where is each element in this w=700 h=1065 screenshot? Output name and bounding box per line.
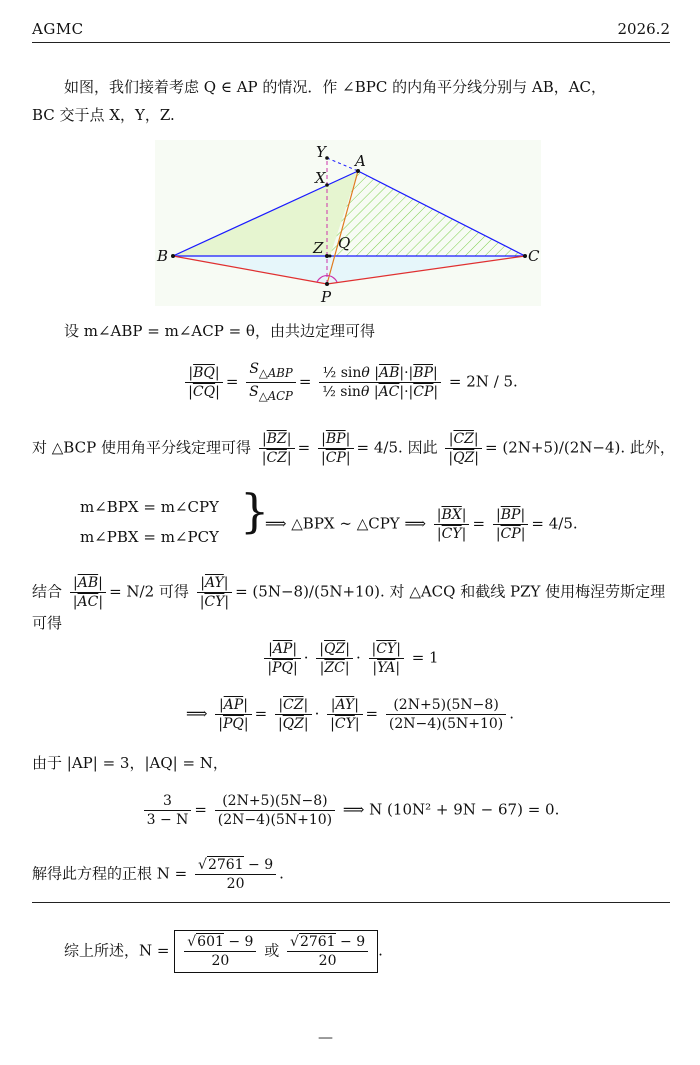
similarity-line: ⟹ △BPX ∼ △CPY ⟹ $\frac{|\overline{BX}|}{|\overline{CY}|}$ = $\frac{|\overline{BP}|}{|\overline{CP}|}$ = 4/5. bbox=[265, 507, 578, 542]
intro-line-2: BC 交于点 X，Y，Z. bbox=[32, 106, 175, 124]
point-x bbox=[325, 183, 329, 187]
conclusion-line: 综上所述，N = $\frac{√601 - 9}{20}$ 或 $\frac{√2761 - 9}{20}$ . bbox=[64, 930, 383, 973]
point-q bbox=[329, 255, 332, 258]
ratio-equation: ⟹ $\frac{|\overline{AP}|}{|\overline{PQ}|}$ = $\frac{|\overline{CZ}|}{|\overline{QZ}|}$ · $\frac{|\overline{AY}|}{|\overline{CY}|}$ = $\frac{(2N+5)(5N-8)}{(2N-4)(5N+10)}$ . bbox=[185, 697, 515, 732]
frac-sine: $\frac{\frac{1}{2} \sin\theta |\overline{AB}|\cdot|\overline{BP}|}{\frac{1}{2} \sin\theta |\overline{AC}|\cdot|\overline{CP}|}$ bbox=[319, 364, 441, 401]
header-left: AGMC bbox=[32, 20, 84, 38]
frac-root-601: $\frac{√601 - 9}{20}$ bbox=[184, 933, 256, 970]
poly-equation: $\frac{3}{3 - N}$ = $\frac{(2N+5)(5N-8)}{(2N-4)(5N+10)}$ ⟹ N (10N² + 9N − 67) = 0. bbox=[0, 792, 700, 829]
answer-box bbox=[174, 930, 378, 973]
angle-system bbox=[80, 492, 219, 552]
eq1-result: = 2N / 5. bbox=[448, 372, 518, 391]
poly-tail: ⟹ N (10N² + 9N − 67) = 0. bbox=[342, 800, 560, 819]
frac-root-1: $\frac{√2761 - 9}{20}$ bbox=[195, 856, 276, 893]
equation-area-ratio: $\frac{|\overline{BQ}|}{|\overline{CQ}|}$ = $\frac{S_{\triangle ABP}}{S_{\triangle ACP}}$ = $\frac{\frac{1}{2} \sin\theta |\overline{AB}|\cdot|\overline{BP}|}{\frac{1}{2} \sin\theta |\overline{AC}|\cdot|\overline{CP}|}$ = 2N / 5. bbox=[0, 360, 700, 405]
frac-ab-ac: $\frac{|\overline{AB}|}{|\overline{AC}|}$ bbox=[70, 574, 106, 611]
frac-product-2: $\frac{(2N+5)(5N-8)}{(2N-4)(5N+10)}$ bbox=[215, 792, 335, 829]
frac-ay-cy-2: $\frac{|\overline{AY}|}{|\overline{CY}|}$ bbox=[327, 696, 362, 733]
frac-qz-zc: $\frac{|\overline{QZ}|}{|\overline{ZC}|}$ bbox=[316, 640, 353, 677]
geometry-figure bbox=[155, 140, 541, 306]
label-c: C bbox=[528, 247, 540, 265]
frac-area: $\frac{S_{\triangle ABP}}{S_{\triangle ACP}}$ bbox=[246, 360, 296, 405]
combine-sentence: 结合 $\frac{|\overline{AB}|}{|\overline{AC}|}$ = N/2 可得 $\frac{|\overline{AY}|}{|\overline{CY}|}$ = (5N−8)/(5N+10). 对 △ACQ 和截线 PZY 使用梅涅劳斯定理 bbox=[32, 575, 666, 610]
header-right: 2026.2 bbox=[617, 20, 670, 38]
label-a: A bbox=[355, 152, 366, 170]
label-q: Q bbox=[338, 234, 351, 252]
conclusion-text: 综上所述，N = bbox=[64, 941, 170, 960]
combine-line-2: 可得 bbox=[32, 614, 63, 632]
solve-text: 解得此方程的正根 N = bbox=[32, 864, 188, 883]
point-b bbox=[171, 254, 175, 258]
page-number: — bbox=[318, 1028, 333, 1046]
frac-3-3n: $\frac{3}{3 - N}$ bbox=[144, 792, 192, 829]
system-top: m∠BPX = m∠CPY bbox=[80, 498, 219, 516]
frac-cy-ya: $\frac{|\overline{CY}|}{|\overline{YA}|}$ bbox=[369, 640, 404, 677]
system-brace: } bbox=[240, 484, 270, 538]
bisector-text: 对 △BCP 使用角平分线定理可得 bbox=[32, 438, 251, 457]
frac-ap-pq: $\frac{|\overline{AP}|}{|\overline{PQ}|}$ bbox=[264, 640, 300, 677]
label-z: Z bbox=[313, 239, 324, 257]
frac-cz-qz: $\frac{|\overline{CZ}|}{|\overline{QZ}|}$ bbox=[445, 430, 482, 467]
system-bottom: m∠PBX = m∠PCY bbox=[80, 528, 219, 546]
point-p bbox=[325, 282, 329, 286]
frac-root-2761: $\frac{√2761 - 9}{20}$ bbox=[287, 933, 368, 970]
point-c bbox=[523, 254, 527, 258]
frac-bp-cp-2: $\frac{|\overline{BP}|}{|\overline{CP}|}$ bbox=[493, 506, 529, 543]
frac-bq-cq: $\frac{|\overline{BQ}|}{|\overline{CQ}|}$ bbox=[185, 364, 223, 401]
header-rule bbox=[32, 42, 670, 43]
bisector-sentence: 对 △BCP 使用角平分线定理可得 $\frac{|\overline{BZ}|}{|\overline{CZ}|}$ = $\frac{|\overline{BP}|}{|\overline{CP}|}$ = 4/5. 因此 $\frac{|\overline{CZ}|}{|\overline{QZ}|}$ = (2N+5)/(2N−4). 此外， bbox=[32, 431, 675, 466]
combine-text: 结合 bbox=[32, 582, 63, 601]
point-z bbox=[325, 254, 329, 258]
frac-cz-qz-2: $\frac{|\overline{CZ}|}{|\overline{QZ}|}$ bbox=[275, 696, 312, 733]
page-header bbox=[32, 20, 670, 40]
intro-line-1: 如图，我们接着考虑 Q ∈ AP 的情况．作 ∠BPC 的内角平分线分别与 AB，AC， bbox=[64, 78, 607, 96]
since-line: 由于 |AP| = 3，|AQ| = N， bbox=[32, 754, 228, 772]
solve-line: 解得此方程的正根 N = $\frac{√2761 - 9}{20}$ . bbox=[32, 857, 284, 892]
or-text: 或 bbox=[264, 941, 280, 960]
label-p: P bbox=[321, 288, 332, 306]
frac-ap-pq-2: $\frac{|\overline{AP}|}{|\overline{PQ}|}$ bbox=[215, 696, 251, 733]
theta-sentence: 设 m∠ABP = m∠ACP = θ，由共边定理可得 bbox=[64, 322, 375, 340]
frac-bp-cp: $\frac{|\overline{BP}|}{|\overline{CP}|}$ bbox=[318, 430, 354, 467]
label-b: B bbox=[157, 247, 169, 265]
frac-bx-cy: $\frac{|\overline{BX}|}{|\overline{CY}|}$ bbox=[434, 506, 470, 543]
frac-product: $\frac{(2N+5)(5N-8)}{(2N-4)(5N+10)}$ bbox=[386, 696, 506, 733]
label-x: X bbox=[315, 169, 326, 187]
combine-tail: 对 △ACQ 和截线 PZY 使用梅涅劳斯定理 bbox=[389, 582, 666, 601]
label-y: Y bbox=[316, 143, 326, 161]
bisector-tail: 此外， bbox=[629, 438, 675, 457]
menelaus-rhs: = 1 bbox=[411, 648, 439, 667]
frac-ay-cy: $\frac{|\overline{AY}|}{|\overline{CY}|}$ bbox=[197, 574, 232, 611]
frac-bz-cz: $\frac{|\overline{BZ}|}{|\overline{CZ}|}$ bbox=[259, 430, 295, 467]
bisector-mid: 因此 bbox=[407, 438, 438, 457]
menelaus-equation: $\frac{|\overline{AP}|}{|\overline{PQ}|}$ · $\frac{|\overline{QZ}|}{|\overline{ZC}|}$ · $\frac{|\overline{CY}|}{|\overline{YA}|}$ = 1 bbox=[0, 640, 700, 677]
conclusion-rule bbox=[32, 902, 670, 903]
similarity-text: ⟹ △BPX ∼ △CPY ⟹ bbox=[265, 514, 426, 533]
combine-mid: 可得 bbox=[158, 582, 189, 601]
